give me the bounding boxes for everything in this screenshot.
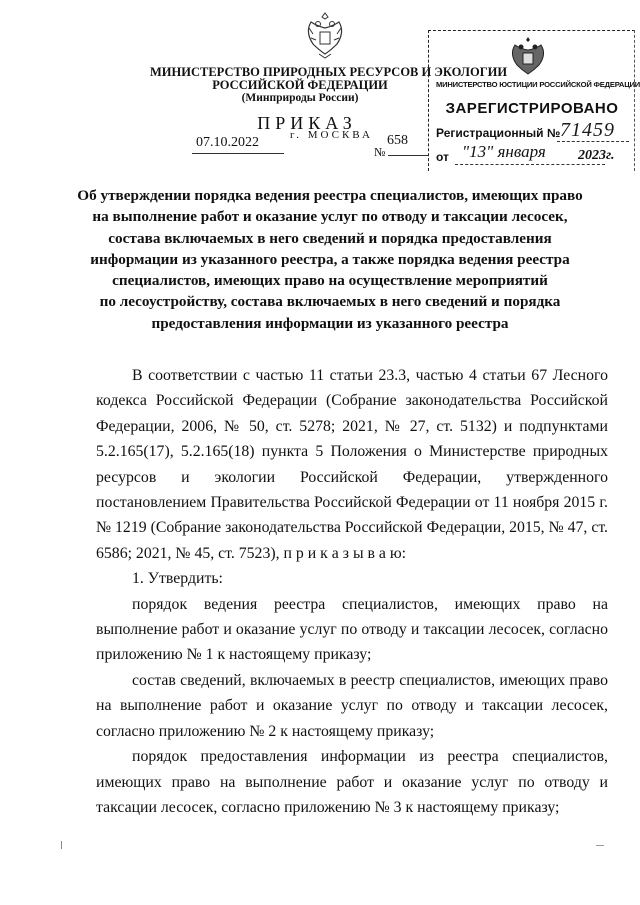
order-city: г. МОСКВА — [290, 129, 373, 141]
document-title — [72, 185, 588, 334]
ministry-short-name: (Минприроды России) — [241, 92, 359, 104]
stamp-from-label: от — [436, 150, 449, 164]
stamp-ministry-name: МИНИСТЕРСТВО ЮСТИЦИИ РОССИЙСКОЙ ФЕДЕРАЦИИ — [436, 80, 640, 89]
title-line: на выполнение работ и оказание услуг по отводу и таксации лесосек, — [92, 208, 568, 226]
title-line: специалистов, имеющих право на осуществление мероприятий — [112, 272, 548, 290]
title-line: предоставления информации из указанного реестра — [151, 314, 509, 332]
stamp-year: 2023г. — [578, 148, 615, 163]
ministry-name: МИНИСТЕРСТВО ПРИРОДНЫХ РЕСУРСОВ И ЭКОЛОГИИ — [150, 65, 508, 79]
ministry-country: РОССИЙСКОЙ ФЕДЕРАЦИИ — [212, 78, 388, 92]
number-sign: № — [374, 145, 386, 159]
approve-item-paragraph: порядок ведения реестра специалистов, имеющих право на выполнение работ и оказание услуг по отводу и таксации лесосек, согласно приложению № 1 к настоящему приказу; — [96, 595, 608, 664]
scan-corner-mark — [596, 845, 604, 846]
preamble-paragraph: В соответствии с частью 11 статьи 23.3, частью 4 статьи 67 Лесного кодекса Российской Федерации (Собрание законодательства Российской Федерации, 2006, № 50, ст. 5278; 2021, № 27, ст. 5132) и подпунктами 5.2.165(17), 5.2.165(18) пункта 5 Положения о Министерстве природных ресурсов и экологии Российской Федерации, утвержденного постановлением Правительства Российской Федерации от 11 ноября 2015 г. № 1219 (Собрание законодательства Российской Федерации, 2015, № 47, ст. 6586; 2021, № 45, ст. 7523), п р и к а з ы в а ю: — [96, 367, 608, 562]
date-underline — [192, 153, 284, 154]
title-line: Об утверждении порядка ведения реестра специалистов, имеющих право — [77, 187, 583, 204]
title-line: информации из указанного реестра, а также порядка ведения реестра — [90, 250, 570, 268]
stamp-registration-number: 71459 — [560, 119, 615, 141]
order-date: 07.10.2022 — [196, 135, 259, 150]
approve-item-paragraph: порядок предоставления информации из реестра специалистов, имеющих право на выполнение работ и оказание услуг по отводу и таксации лесосек, согласно приложению № 3 к настоящему приказу; — [96, 748, 608, 816]
order-number: 658 — [387, 133, 408, 148]
stamp-registered: ЗАРЕГИСТРИРОВАНО — [445, 100, 619, 117]
order-heading: ПРИКАЗ — [257, 113, 357, 133]
stamp-handwritten-date: "13" января — [462, 142, 546, 161]
coat-of-arms-icon — [303, 10, 347, 60]
title-line: по лесоустройству, состава включаемых в него сведений и порядка — [99, 293, 561, 311]
ministry-header — [150, 65, 508, 105]
stamp-coat-of-arms-icon — [508, 36, 548, 78]
number-underline — [388, 155, 428, 156]
stamp-date-underline — [455, 164, 605, 165]
stamp-regnum-underline — [557, 141, 629, 142]
item-1-heading: 1. Утвердить: — [132, 570, 223, 588]
title-line: состава включаемых в него сведений и порядка предоставления — [108, 229, 552, 247]
approve-item-paragraph: состав сведений, включаемых в реестр специалистов, имеющих право на выполнение работ и оказание услуг по отводу и таксации лесосек, согласно приложению № 2 к настоящему приказу; — [96, 671, 608, 740]
scan-corner-mark — [61, 841, 62, 849]
document-body — [96, 363, 608, 820]
stamp-registration-label: Регистрационный № — [436, 126, 561, 140]
